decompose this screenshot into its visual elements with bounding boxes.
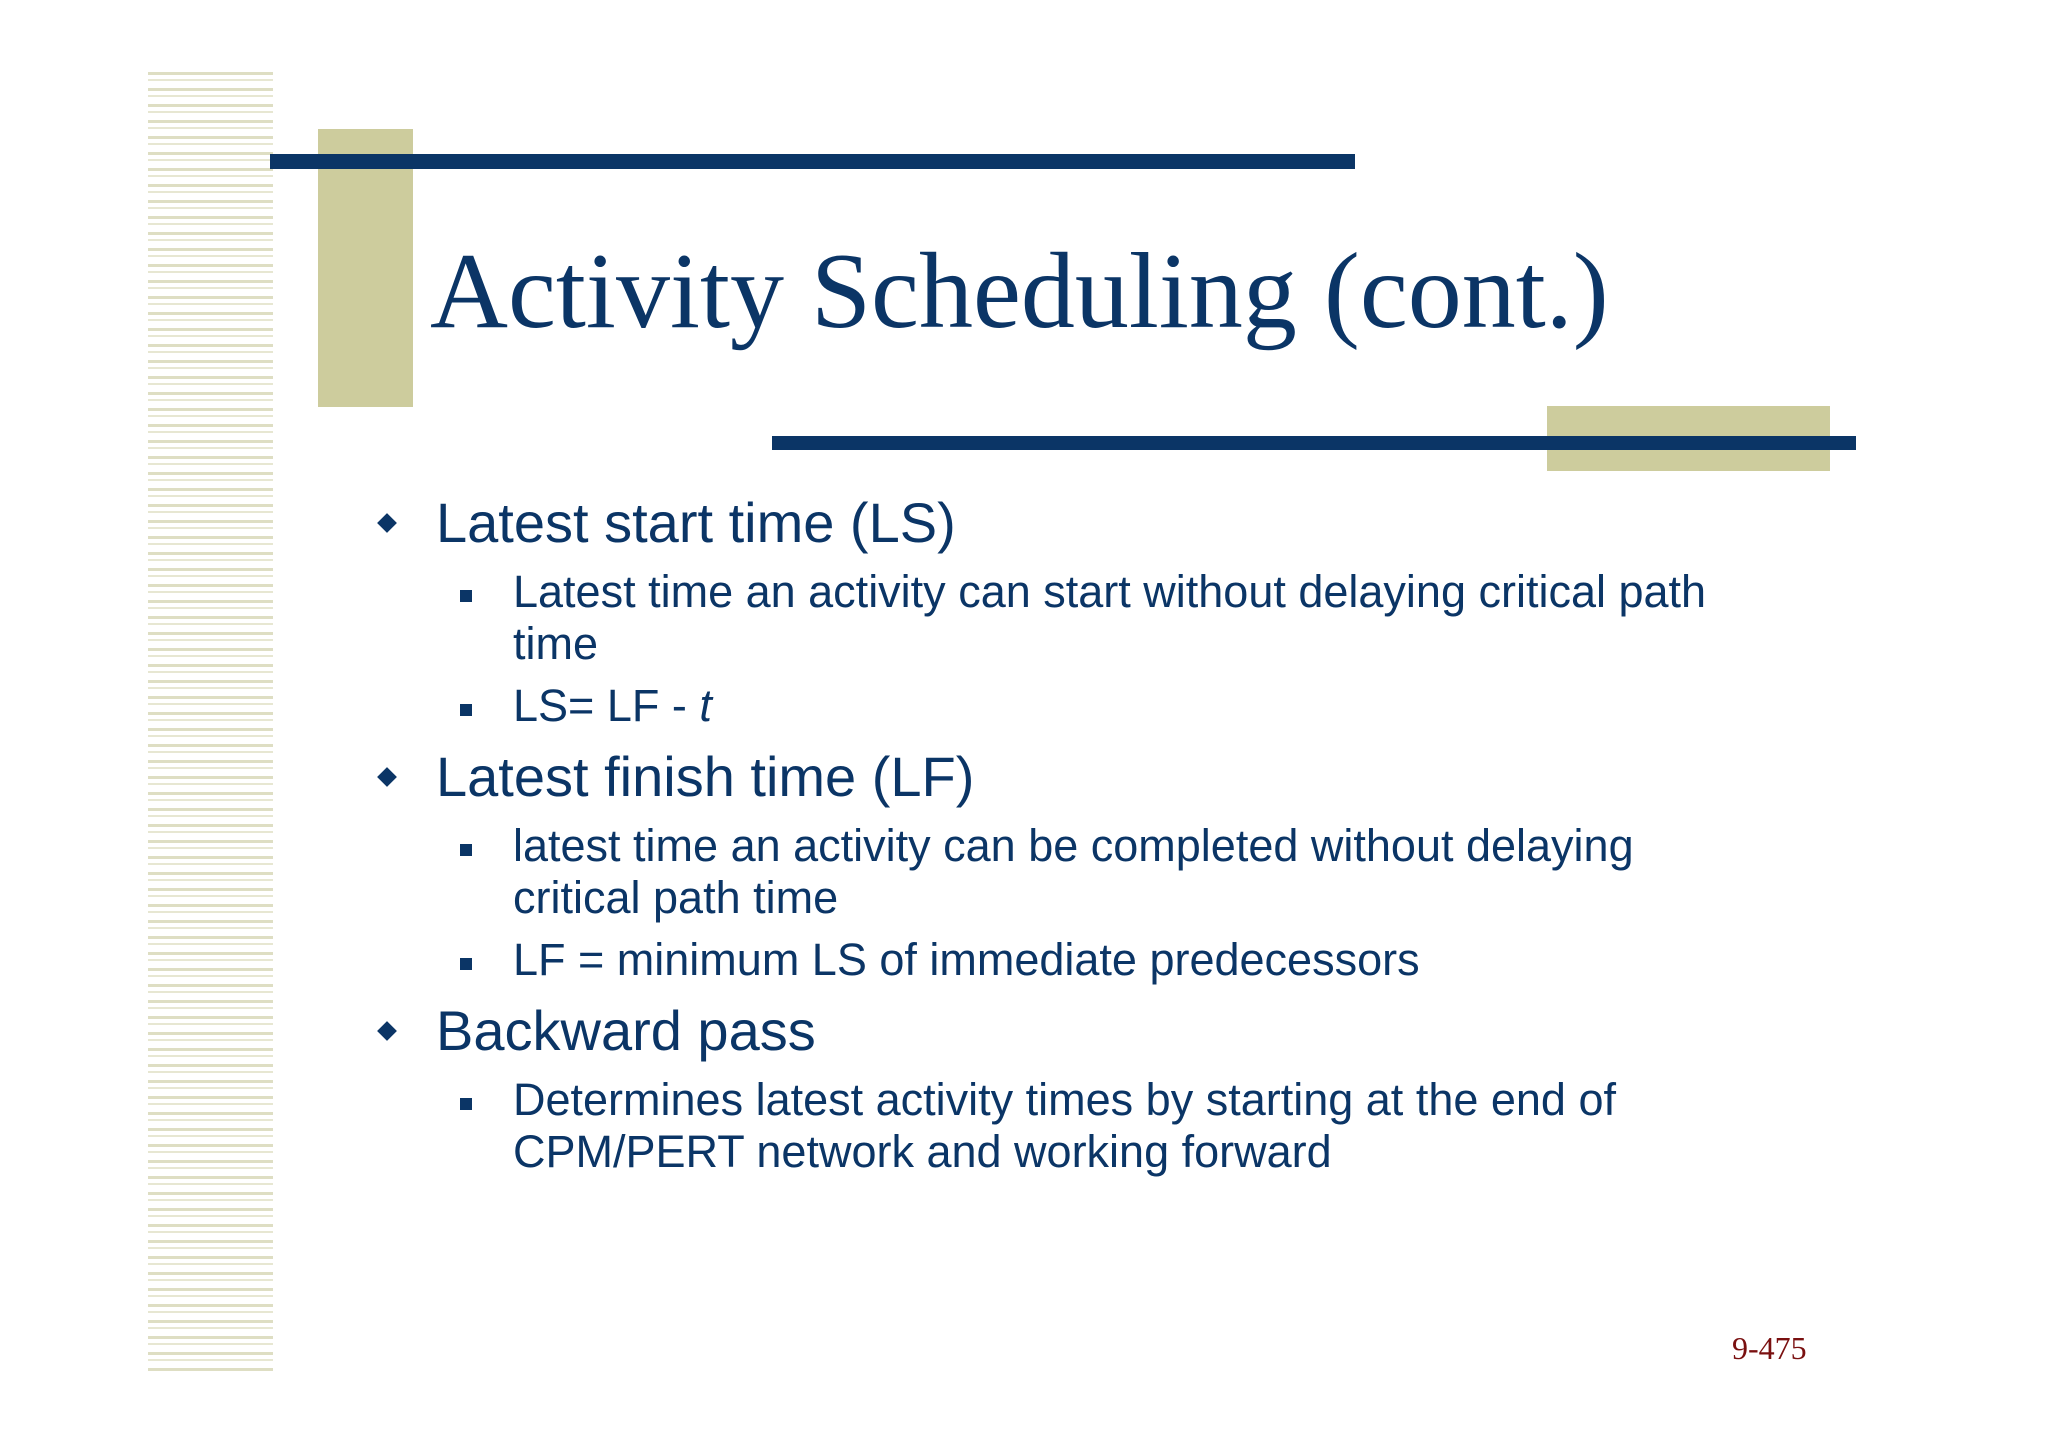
khaki-accent-block-top [318,129,413,407]
bullet-text: latest time an activity can be completed without delaying critical path time [513,820,1634,923]
bullet-text: LS= LF - [513,680,700,731]
diamond-bullet-icon [377,767,397,787]
navy-rule-bottom [772,436,1856,450]
section-heading-text: Backward pass [436,999,816,1062]
bullet-item [370,934,1770,986]
square-bullet-icon [460,1098,472,1110]
section-heading-backward-pass [370,998,1770,1064]
diamond-bullet-icon [377,1021,397,1041]
slide-content [370,490,1770,1178]
bullet-item [370,1074,1770,1178]
bullet-item [370,820,1770,924]
square-bullet-icon [460,704,472,716]
bullet-text: LF = minimum LS of immediate predecessors [513,934,1420,985]
section-heading-lf [370,744,1770,810]
bullet-text-italic: t [699,680,712,731]
page-number: 9-475 [1732,1330,1807,1366]
square-bullet-icon [460,590,472,602]
square-bullet-icon [460,958,472,970]
section-heading-text: Latest finish time (LF) [436,745,975,808]
square-bullet-icon [460,844,472,856]
bullet-text: Determines latest activity times by starting at the end of CPM/PERT network and working forward [513,1074,1616,1177]
bullet-item [370,680,1770,732]
diamond-bullet-icon [377,513,397,533]
bullet-item [370,566,1770,670]
bullet-text: Latest time an activity can start without delaying critical path time [513,566,1707,669]
navy-rule-top [270,154,1355,169]
section-heading-text: Latest start time (LS) [436,491,956,554]
slide-title: Activity Scheduling (cont.) [430,232,1609,351]
left-stripe-decoration [148,72,273,1372]
section-heading-ls [370,490,1770,556]
